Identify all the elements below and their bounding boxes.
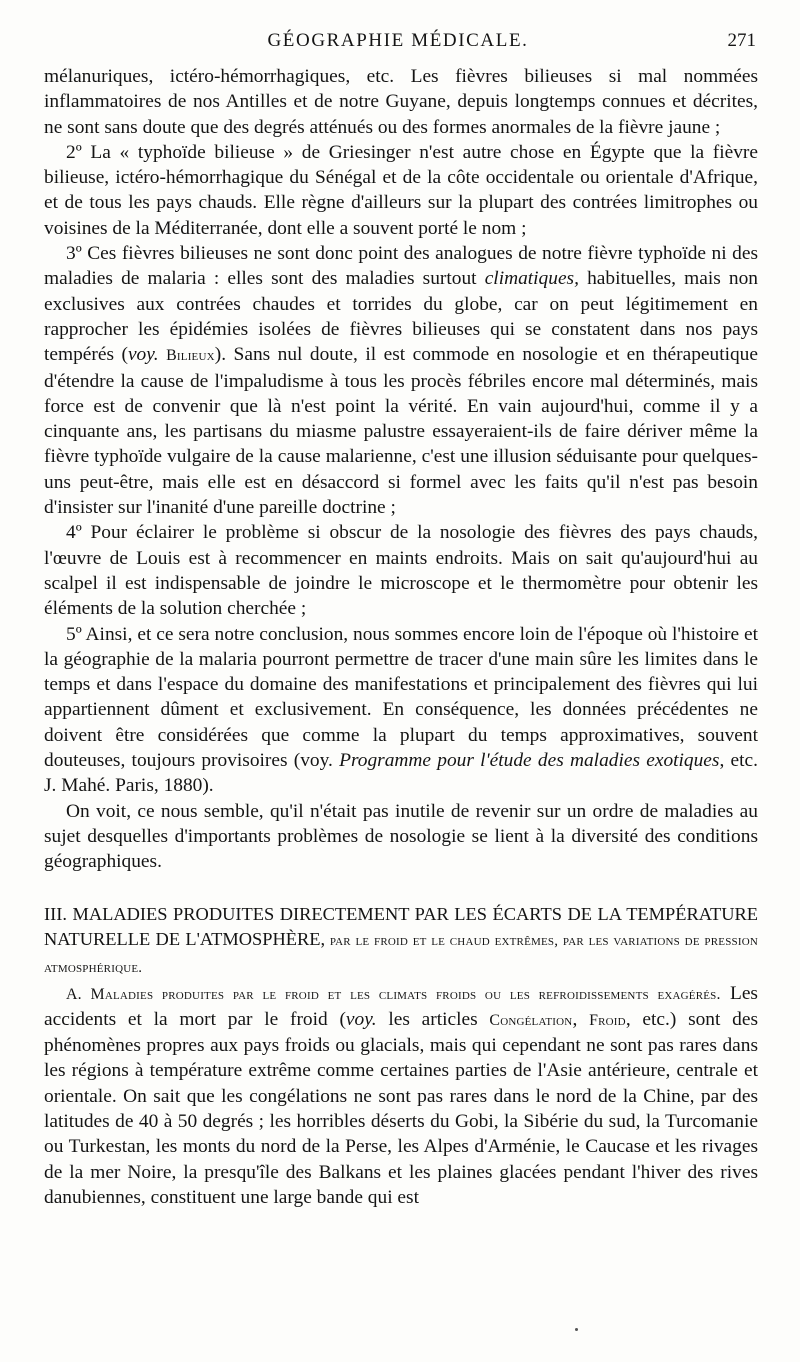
paragraph-text: 4º Pour éclairer le problème si obscur de la nosologie des fièvres des pays chauds, l'œuvre de Louis est à recommencer en maints endroits. Mais on sait qu'aujourd'hui au scalpel il est indispensable de joindre le microscope et le thermomètre pour obtenir les éléments de la solution cherchée ; [44,522,758,620]
paragraph-text: habituelles, mais non exclusives aux contrées chaudes et torrides du globe, car on peut légitimement en rapprocher les épidémies isolées de fièvres bilieuses qui se constatent dans nos pays tempérés ( [44,268,758,366]
body-text [44,64,758,1210]
paragraph-text: 3º Ces fièvres bilieuses ne sont donc point des analogues de notre fièvre typhoïde ni des maladies de malaria : elles sont des maladies surtout [44,243,758,290]
paragraph-text: Les accidents et la mort par le froid ( [44,982,758,1030]
page-header [40,28,756,58]
paragraph-text: ). Sans nul doute, il est commode en nosologie et en thérapeutique d'étendre la cause de l'impaludisme à tous les procès fébriles encore mal déterminés, mais force est de convenir que là n'est point la vérité. En vain aujourd'hui, comme il y a cinquante ans, les partisans du miasme palustre essayeraient-ils de faire dériver même la fièvre typhoïde vulgaire de la cause malarienne, c'est une illusion séduisante pour quelques-uns peut-être, mais elle est en désaccord si formel avec les faits qu'il n'est pas besoin d'insister sur l'inanité d'une pareille doctrine ; [44,344,758,519]
paragraph-conclusion [44,799,758,875]
reference-froid: Froid [589,1011,626,1029]
paragraph-text: les articles [376,1008,490,1030]
reference-congelation: Congélation [489,1011,573,1029]
paragraph-text: , etc. J. Mahé. Paris, 1880). [44,750,758,797]
running-title: GÉOGRAPHIE MÉDICALE. [267,30,529,51]
paragraph-text: On voit, ce nous semble, qu'il n'était pas inutile de revenir sur un ordre de maladies au sujet desquelles d'importants problèmes de nosologie se lient à la diversité des conditions géographiques. [44,800,758,873]
paragraph-text: 2º La « typhoïde bilieuse » de Griesinger n'est autre chose en Égypte que la fièvre bilieuse, ictéro-hémorrhagique du Sénégal et de la côte occidentale ou orientale d'Afrique, et de tous les pays chauds. Elle règne d'ailleurs sur la plupart des contrées limitrophes ou voisines de la Méditerranée, dont elle a souvent porté le nom ; [44,141,758,239]
paragraph-text: , [572,1008,590,1030]
section-heading-main: III. MALADIES PRODUITES DIRECTEMENT PAR LES ÉCARTS DE LA TEMPÉRATURE NATURELLE DE L'ATMOSPHÈRE, [44,903,758,949]
reference-voy: voy. [345,1008,377,1030]
page-number: 271 [727,30,756,51]
paragraph-text: mélanuriques, ictéro-hémorrhagiques, etc. Les fièvres bilieuses si mal nommées inflammatoires de nos Antilles et de notre Guyane, depuis longtemps connues et décrites, ne sont sans doute que des degrés atténués ou des formes anormales de la fièvre jaune ; [44,66,758,138]
emphasis-climatiques: climatiques, [484,268,579,290]
paragraph-point-3 [44,241,758,520]
paragraph-point-2 [44,140,758,241]
reference-voy: voy. [127,344,159,366]
subsection-paragraph [44,981,758,1211]
subsection-label: A. Maladies produites par le froid et les climats froids ou les refroidissements exagérés. [66,985,721,1003]
section-heading [44,902,758,981]
paragraph-text: 5º Ainsi, et ce sera notre conclusion, nous sommes encore loin de l'époque où l'histoire et la géographie de la malaria pourront permettre de tracer d'une main sûre les limites dans le temps et dans l'espace du domaine des manifestations et principalement des fièvres qui lui appartiennent dûment et exclusivement. En conséquence, les données précédentes ne doivent être considérées que comme la plupart du temps approximatives, souvent douteuses, toujours provisoires (voy. [44,623,758,772]
paragraph-point-4 [44,520,758,621]
paragraph-text: , etc.) sont des phénomènes propres aux pays froids ou glacials, mais qui cependant ne sont pas rares dans les régions à température extrême comme certaines parties de l'Asie antérieure, centrale et orientale. On sait que les congélations ne sont pas rares dans le nord de la Chine, par des latitudes de 40 à 50 degrés ; les horribles déserts du Gobi, la Sibérie du sud, la Turcomanie ou Turkestan, les monts du nord de la Perse, les Alpes d'Arménie, le Caucase et les rivages de la mer Noire, la presqu'île des Balkans et les plaines glacées pendant l'hiver des rives danubiennes, constituent une large bande qui est [44,1008,758,1208]
paragraph-continuation [44,64,758,140]
paragraph-point-5 [44,622,758,799]
ink-speck [575,1328,578,1331]
reference-bilieux: Bilieux [166,347,215,365]
section-heading-sub: par le froid et le chaud extrêmes, par les variations de pression atmosphérique. [44,932,758,976]
citation-title: Programme pour l'étude des maladies exotiques [339,750,720,772]
